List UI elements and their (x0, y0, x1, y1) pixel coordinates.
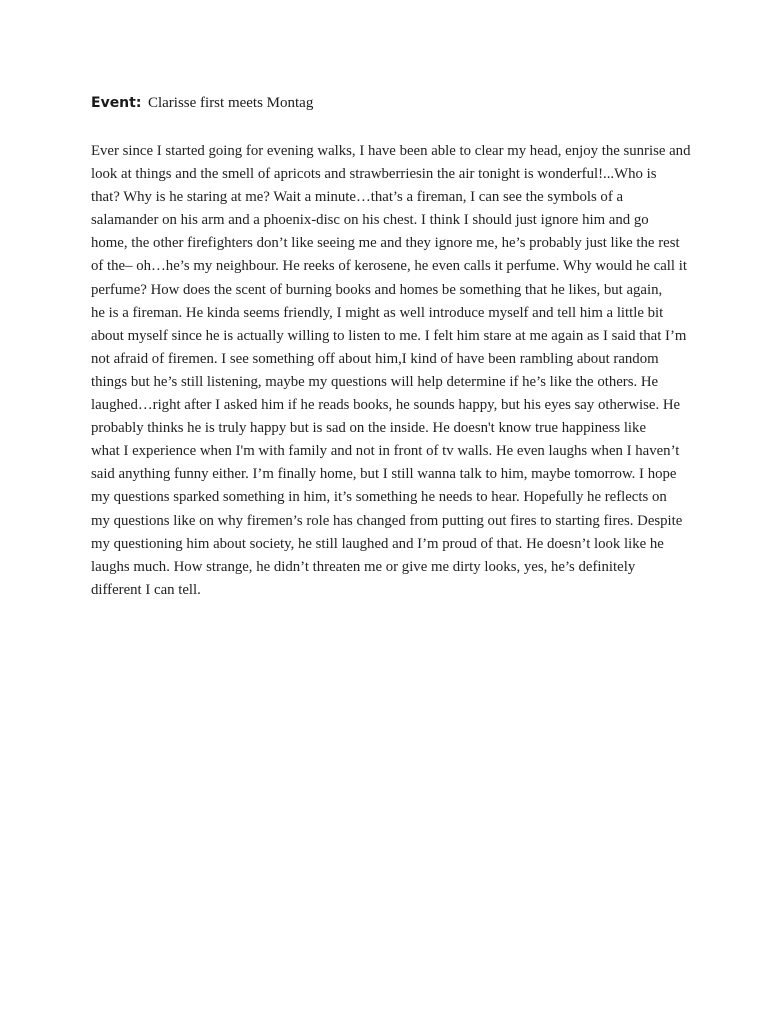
text-line: not afraid of firemen. I see something off about him,I kind of have been rambling about random (91, 350, 659, 367)
text-line: probably thinks he is truly happy but is sad on the inside. He doesn't know true happiness like (91, 420, 647, 437)
text-line: things but he’s still listening, maybe my questions will help determine if he’s like the others. He (91, 373, 659, 390)
text-line: salamander on his arm and a phoenix-disc on his chest. I think I should just ignore him and go (91, 212, 649, 229)
text-line: about myself since he is actually willing to listen to me. I felt him stare at me again as I said that I’m (91, 327, 687, 344)
text-line: what I experience when I'm with family and not in front of tv walls. He even laughs when I haven’t (91, 443, 680, 460)
event-heading (91, 94, 313, 113)
text-line: that? Why is he staring at me? Wait a minute…that’s a fireman, I can see the symbols of a (91, 189, 624, 206)
text-line: different I can tell. (91, 581, 201, 598)
text-line: laughed…right after I asked him if he reads books, he sounds happy, but his eyes say otherwise. He (91, 397, 681, 414)
text-line: my questions like on why firemen’s role has changed from putting out fires to starting fires. Despite (91, 512, 683, 529)
event-title: Clarisse first meets Montag (147, 95, 314, 111)
text-line: look at things and the smell of apricots and strawberriesin the air tonight is wonderful!...Who is (91, 166, 657, 183)
text-line: Ever since I started going for evening walks, I have been able to clear my head, enjoy the sunrise and (91, 143, 691, 159)
text-line: laughs much. How strange, he didn’t threaten me or give me dirty looks, yes, he’s definitely (91, 558, 636, 575)
text-line: my questions sparked something in him, it’s something he needs to hear. Hopefully he reflects on (91, 489, 667, 506)
journal-entry-text (91, 140, 691, 602)
text-line: said anything funny either. I’m finally home, but I still wanna talk to him, maybe tomorrow. I hope (91, 466, 677, 483)
text-line: of the– oh…he’s my neighbour. He reeks of kerosene, he even calls it perfume. Why would he call it (91, 258, 687, 275)
text-line: perfume? How does the scent of burning books and homes be something that he likes, but again, (91, 281, 663, 298)
text-line: home, the other firefighters don’t like seeing me and they ignore me, he’s probably just like the rest (91, 235, 680, 252)
text-line: my questioning him about society, he still laughed and I’m proud of that. He doesn’t look like he (91, 535, 664, 552)
text-line: he is a fireman. He kinda seems friendly, I might as well introduce myself and tell him a little bit (91, 304, 664, 321)
event-label: Event: (91, 95, 142, 111)
